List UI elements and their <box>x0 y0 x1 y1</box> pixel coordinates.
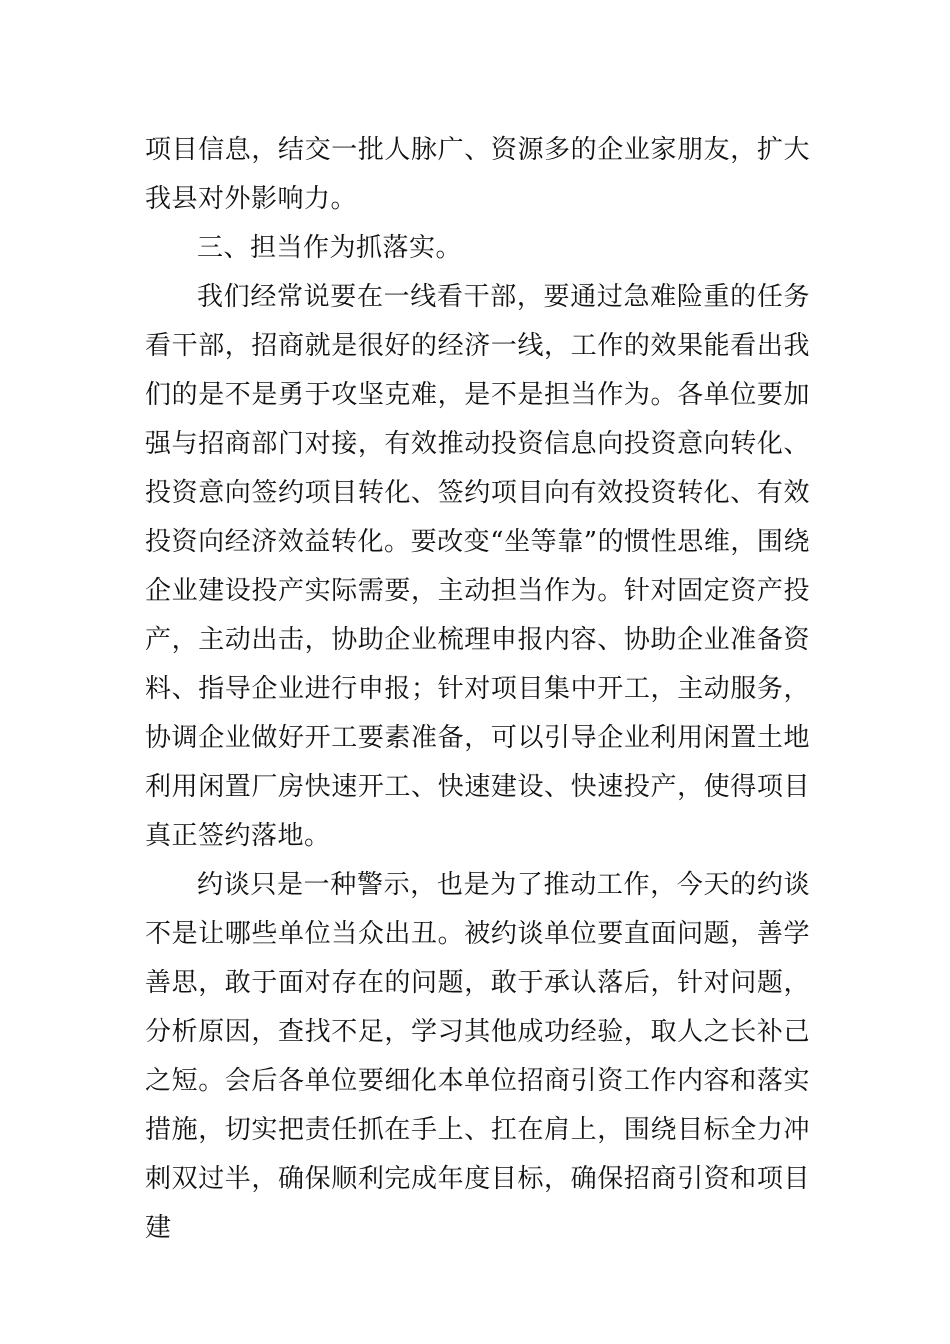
paragraph-responsibility: 我们经常说要在一线看干部，要通过急难险重的任务看干部，招商就是很好的经济一线，工作的效果能看出我们的是不是勇于攻坚克难，是不是担当作为。各单位要加强与招商部门对接，有效推动投资信息向投资意向转化、投资意向签约项目转化、签约项目向有效投资转化、有效投资向经济效益转化。要改变“坐等靠”的惯性思维，围绕企业建设投产实际需要，主动担当作为。针对固定资产投产，主动出击，协助企业梳理申报内容、协助企业准备资料、指导企业进行申报；针对项目集中开工，主动服务，协调企业做好开工要素准备，可以引导企业利用闲置土地利用闲置厂房快速开工、快速建设、快速投产，使得项目真正签约落地。 <box>145 282 810 851</box>
paragraph-continuation: 项目信息，结交一批人脉广、资源多的企业家朋友，扩大我县对外影响力。 <box>145 135 810 214</box>
section-heading: 三、担当作为抓落实。 <box>197 233 463 263</box>
document-body <box>145 126 810 1253</box>
paragraph-interview: 约谈只是一种警示，也是为了推动工作，今天的约谈不是让哪些单位当众出丑。被约谈单位要直面问题，善学善思，敢于面对存在的问题，敢于承认落后，针对问题，分析原因，查找不足，学习其他成功经验，取人之长补己之短。会后各单位要细化本单位招商引资工作内容和落实措施，切实把责任抓在手上、扛在肩上，围绕目标全力冲刺双过半，确保顺利完成年度目标，确保招商引资和项目建 <box>145 870 810 1243</box>
